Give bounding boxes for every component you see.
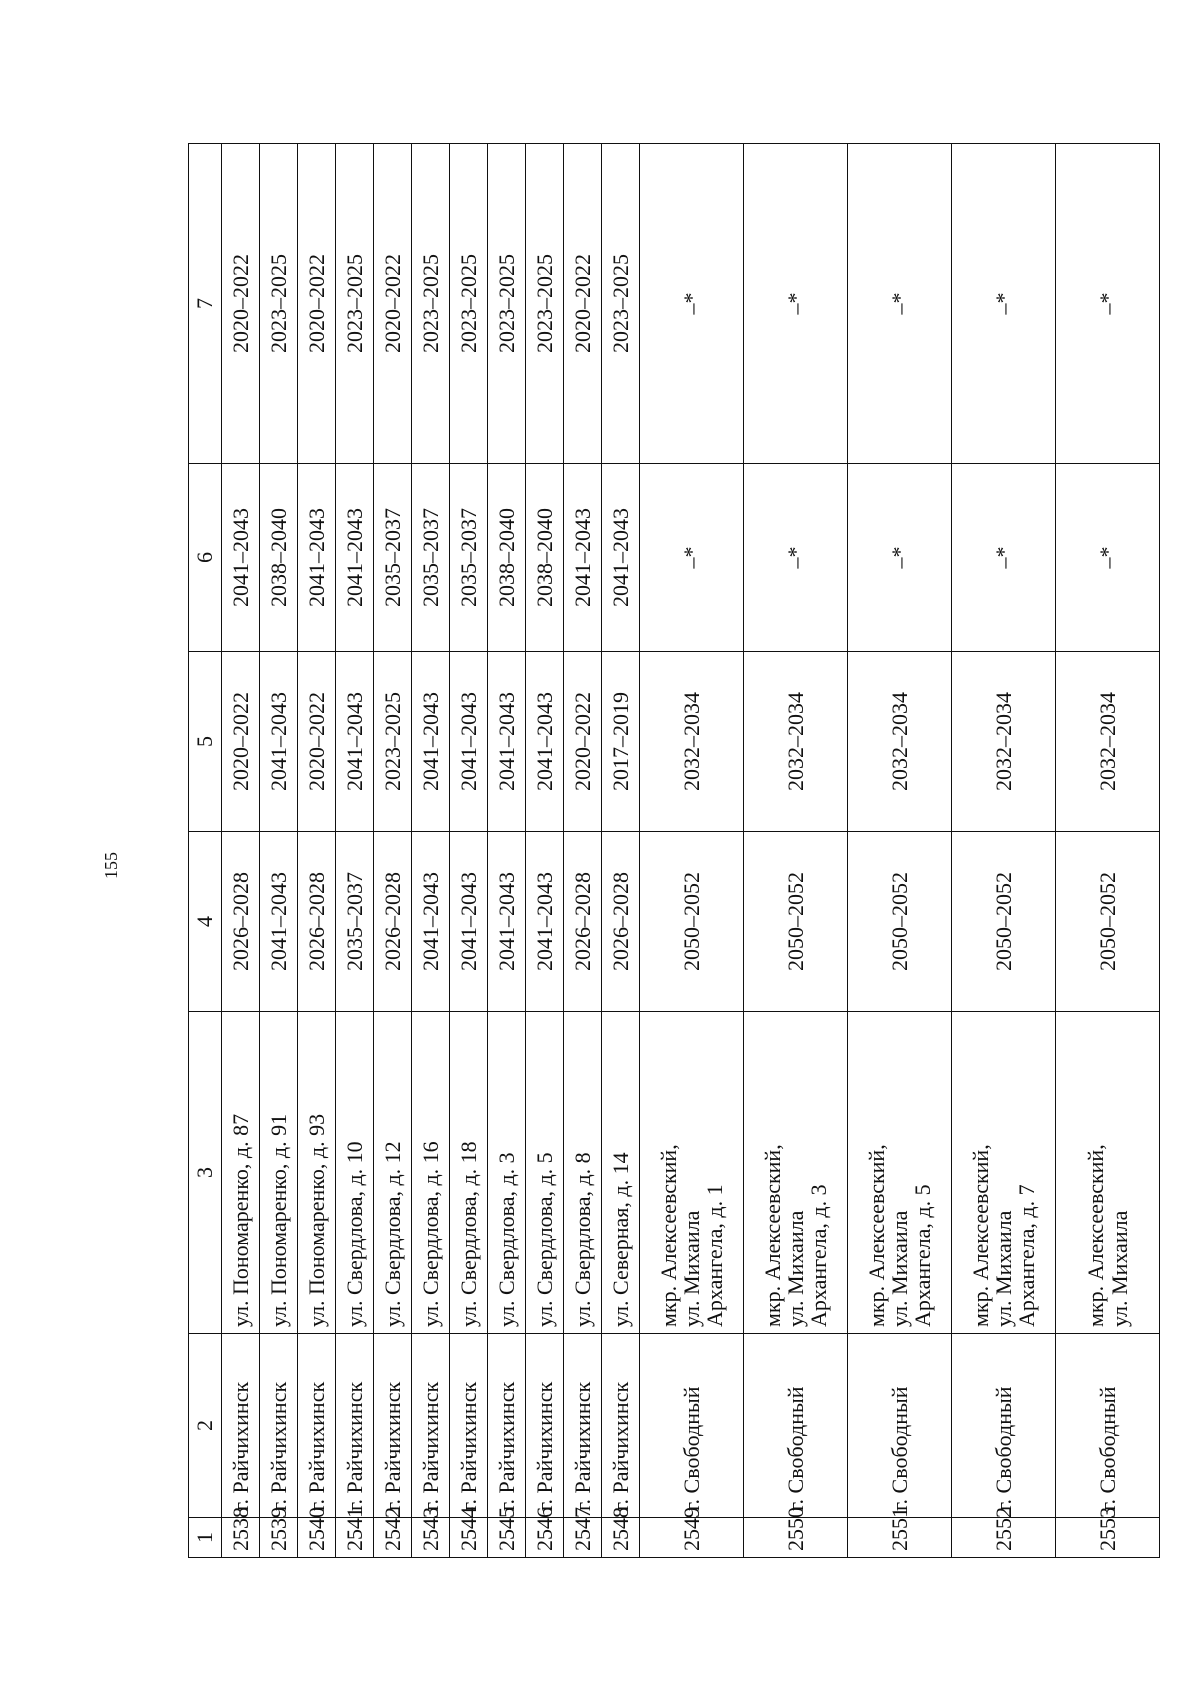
row-number-cell: 2551 — [848, 1518, 952, 1558]
table-row — [336, 144, 374, 1558]
period-cell-7: 2023–2025 — [526, 144, 564, 464]
row-number-cell: 2553 — [1056, 1518, 1160, 1558]
address-cell — [336, 1012, 374, 1334]
table-row — [744, 144, 848, 1558]
city-cell: г. Свободный — [952, 1334, 1056, 1518]
address-line: мкр. Алексеевский, — [1083, 1144, 1109, 1327]
header-cell: 6 — [189, 464, 222, 652]
period-cell-6: 2038–2040 — [526, 464, 564, 652]
row-number-cell: 2540 — [298, 1518, 336, 1558]
period-cell-5: 2032–2034 — [952, 652, 1056, 832]
address-cell — [952, 1012, 1056, 1334]
period-cell-6: 2041–2043 — [336, 464, 374, 652]
header-cell: 1 — [189, 1518, 222, 1558]
period-cell-6: 2035–2037 — [450, 464, 488, 652]
header-cell: 2 — [189, 1334, 222, 1518]
address-line: ул. Свердлова, д. 10 — [341, 1141, 367, 1327]
address-cell — [744, 1012, 848, 1334]
table-row — [488, 144, 526, 1558]
address-cell — [374, 1012, 412, 1334]
period-cell-4: 2050–2052 — [744, 832, 848, 1012]
period-cell-5: 2041–2043 — [526, 652, 564, 832]
city-cell: г. Свободный — [744, 1334, 848, 1518]
row-number-cell: 2546 — [526, 1518, 564, 1558]
rotated-table-frame — [188, 144, 1132, 1558]
address-cell — [298, 1012, 336, 1334]
period-cell-6: –* — [640, 464, 744, 652]
address-cell — [488, 1012, 526, 1334]
period-cell-4: 2050–2052 — [848, 832, 952, 1012]
address-line: ул. Свердлова, д. 3 — [493, 1152, 519, 1327]
period-cell-7: 2020–2022 — [222, 144, 260, 464]
table-row — [298, 144, 336, 1558]
period-cell-7: –* — [1056, 144, 1160, 464]
row-number-cell: 2550 — [744, 1518, 848, 1558]
address-line: ул. Пономаренко, д. 87 — [227, 1113, 253, 1327]
data-table — [188, 143, 1160, 1558]
address-cell — [848, 1012, 952, 1334]
city-cell: г. Райчихинск — [602, 1334, 640, 1518]
address-line: Архангела, д. 7 — [1014, 1184, 1040, 1327]
header-cell: 5 — [189, 652, 222, 832]
address-line: ул. Свердлова, д. 18 — [455, 1141, 481, 1327]
address-line: ул. Свердлова, д. 5 — [531, 1152, 557, 1327]
period-cell-5: 2020–2022 — [222, 652, 260, 832]
address-cell — [602, 1012, 640, 1334]
table-row — [450, 144, 488, 1558]
city-cell: г. Свободный — [1056, 1334, 1160, 1518]
period-cell-6: 2035–2037 — [374, 464, 412, 652]
row-number-cell: 2547 — [564, 1518, 602, 1558]
period-cell-4: 2026–2028 — [222, 832, 260, 1012]
address-line: ул. Михаила — [886, 1210, 912, 1327]
period-cell-5: 2041–2043 — [412, 652, 450, 832]
address-line: ул. Михаила — [782, 1210, 808, 1327]
table-container — [188, 144, 1132, 1558]
row-number-cell: 2549 — [640, 1518, 744, 1558]
city-cell: г. Райчихинск — [488, 1334, 526, 1518]
table-row — [564, 144, 602, 1558]
table-row — [1056, 144, 1160, 1558]
period-cell-4: 2026–2028 — [602, 832, 640, 1012]
address-line: мкр. Алексеевский, — [655, 1144, 681, 1327]
city-cell: г. Райчихинск — [564, 1334, 602, 1518]
table-row — [412, 144, 450, 1558]
address-cell — [526, 1012, 564, 1334]
address-line: ул. Свердлова, д. 16 — [417, 1141, 443, 1327]
period-cell-7: 2023–2025 — [488, 144, 526, 464]
row-number-cell: 2538 — [222, 1518, 260, 1558]
address-line: ул. Пономаренко, д. 93 — [303, 1113, 329, 1327]
period-cell-4: 2026–2028 — [564, 832, 602, 1012]
period-cell-6: 2038–2040 — [488, 464, 526, 652]
period-cell-4: 2041–2043 — [450, 832, 488, 1012]
city-cell: г. Свободный — [640, 1334, 744, 1518]
period-cell-6: –* — [1056, 464, 1160, 652]
period-cell-5: 2041–2043 — [488, 652, 526, 832]
period-cell-7: 2020–2022 — [564, 144, 602, 464]
period-cell-5: 2017–2019 — [602, 652, 640, 832]
period-cell-6: 2035–2037 — [412, 464, 450, 652]
period-cell-4: 2050–2052 — [952, 832, 1056, 1012]
city-cell: г. Райчихинск — [260, 1334, 298, 1518]
period-cell-4: 2041–2043 — [488, 832, 526, 1012]
period-cell-4: 2041–2043 — [412, 832, 450, 1012]
period-cell-6: 2038–2040 — [260, 464, 298, 652]
city-cell: г. Райчихинск — [222, 1334, 260, 1518]
period-cell-6: 2041–2043 — [298, 464, 336, 652]
period-cell-6: 2041–2043 — [602, 464, 640, 652]
address-line: ул. Михаила — [678, 1210, 704, 1327]
period-cell-7: –* — [744, 144, 848, 464]
period-cell-5: 2041–2043 — [450, 652, 488, 832]
table-row — [526, 144, 564, 1558]
address-cell — [564, 1012, 602, 1334]
table-row — [602, 144, 640, 1558]
address-line: мкр. Алексеевский, — [759, 1144, 785, 1327]
table-row — [222, 144, 260, 1558]
period-cell-4: 2026–2028 — [374, 832, 412, 1012]
city-cell: г. Райчихинск — [374, 1334, 412, 1518]
row-number-cell: 2544 — [450, 1518, 488, 1558]
period-cell-6: –* — [744, 464, 848, 652]
address-line: ул. Михаила — [990, 1210, 1016, 1327]
address-cell — [222, 1012, 260, 1334]
header-row — [189, 144, 222, 1558]
address-cell — [450, 1012, 488, 1334]
period-cell-5: 2023–2025 — [374, 652, 412, 832]
period-cell-4: 2026–2028 — [298, 832, 336, 1012]
period-cell-7: –* — [952, 144, 1056, 464]
city-cell: г. Райчихинск — [412, 1334, 450, 1518]
period-cell-7: 2023–2025 — [336, 144, 374, 464]
period-cell-6: 2041–2043 — [564, 464, 602, 652]
period-cell-6: –* — [848, 464, 952, 652]
table-row — [952, 144, 1056, 1558]
period-cell-7: 2023–2025 — [412, 144, 450, 464]
address-line: Архангела, д. 3 — [806, 1184, 832, 1327]
period-cell-7: 2020–2022 — [374, 144, 412, 464]
row-number-cell: 2548 — [602, 1518, 640, 1558]
period-cell-7: –* — [640, 144, 744, 464]
city-cell: г. Райчихинск — [526, 1334, 564, 1518]
address-line: ул. Михаила — [1106, 1210, 1132, 1327]
address-line: Архангела, д. 5 — [910, 1184, 936, 1327]
header-cell: 4 — [189, 832, 222, 1012]
row-number-cell: 2541 — [336, 1518, 374, 1558]
period-cell-4: 2041–2043 — [526, 832, 564, 1012]
address-cell — [640, 1012, 744, 1334]
period-cell-5: 2032–2034 — [744, 652, 848, 832]
period-cell-5: 2032–2034 — [1056, 652, 1160, 832]
address-line: ул. Северная, д. 14 — [607, 1152, 633, 1327]
table-row — [260, 144, 298, 1558]
period-cell-5: 2020–2022 — [298, 652, 336, 832]
header-cell: 7 — [189, 144, 222, 464]
row-number-cell: 2542 — [374, 1518, 412, 1558]
table-row — [848, 144, 952, 1558]
address-line: мкр. Алексеевский, — [863, 1144, 889, 1327]
period-cell-7: 2023–2025 — [450, 144, 488, 464]
city-cell: г. Райчихинск — [450, 1334, 488, 1518]
city-cell: г. Свободный — [848, 1334, 952, 1518]
address-line: ул. Свердлова, д. 12 — [379, 1141, 405, 1327]
period-cell-5: 2032–2034 — [640, 652, 744, 832]
period-cell-4: 2050–2052 — [1056, 832, 1160, 1012]
row-number-cell: 2543 — [412, 1518, 450, 1558]
period-cell-4: 2041–2043 — [260, 832, 298, 1012]
period-cell-4: 2050–2052 — [640, 832, 744, 1012]
city-cell: г. Райчихинск — [298, 1334, 336, 1518]
table-row — [640, 144, 744, 1558]
period-cell-5: 2041–2043 — [336, 652, 374, 832]
period-cell-4: 2035–2037 — [336, 832, 374, 1012]
period-cell-5: 2020–2022 — [564, 652, 602, 832]
address-line: ул. Пономаренко, д. 91 — [265, 1113, 291, 1327]
address-line: мкр. Алексеевский, — [967, 1144, 993, 1327]
row-number-cell: 2539 — [260, 1518, 298, 1558]
address-cell — [1056, 1012, 1160, 1334]
city-cell: г. Райчихинск — [336, 1334, 374, 1518]
table-row — [374, 144, 412, 1558]
period-cell-5: 2032–2034 — [848, 652, 952, 832]
period-cell-7: –* — [848, 144, 952, 464]
address-cell — [412, 1012, 450, 1334]
address-line: ул. Свердлова, д. 8 — [569, 1152, 595, 1327]
period-cell-7: 2023–2025 — [602, 144, 640, 464]
table-body — [222, 144, 1160, 1558]
period-cell-7: 2023–2025 — [260, 144, 298, 464]
period-cell-6: –* — [952, 464, 1056, 652]
row-number-cell: 2552 — [952, 1518, 1056, 1558]
address-cell — [260, 1012, 298, 1334]
period-cell-6: 2041–2043 — [222, 464, 260, 652]
period-cell-5: 2041–2043 — [260, 652, 298, 832]
period-cell-7: 2020–2022 — [298, 144, 336, 464]
address-line: Архангела, д. 1 — [702, 1184, 728, 1327]
row-number-cell: 2545 — [488, 1518, 526, 1558]
page-number: 155 — [101, 852, 121, 879]
header-cell: 3 — [189, 1012, 222, 1334]
